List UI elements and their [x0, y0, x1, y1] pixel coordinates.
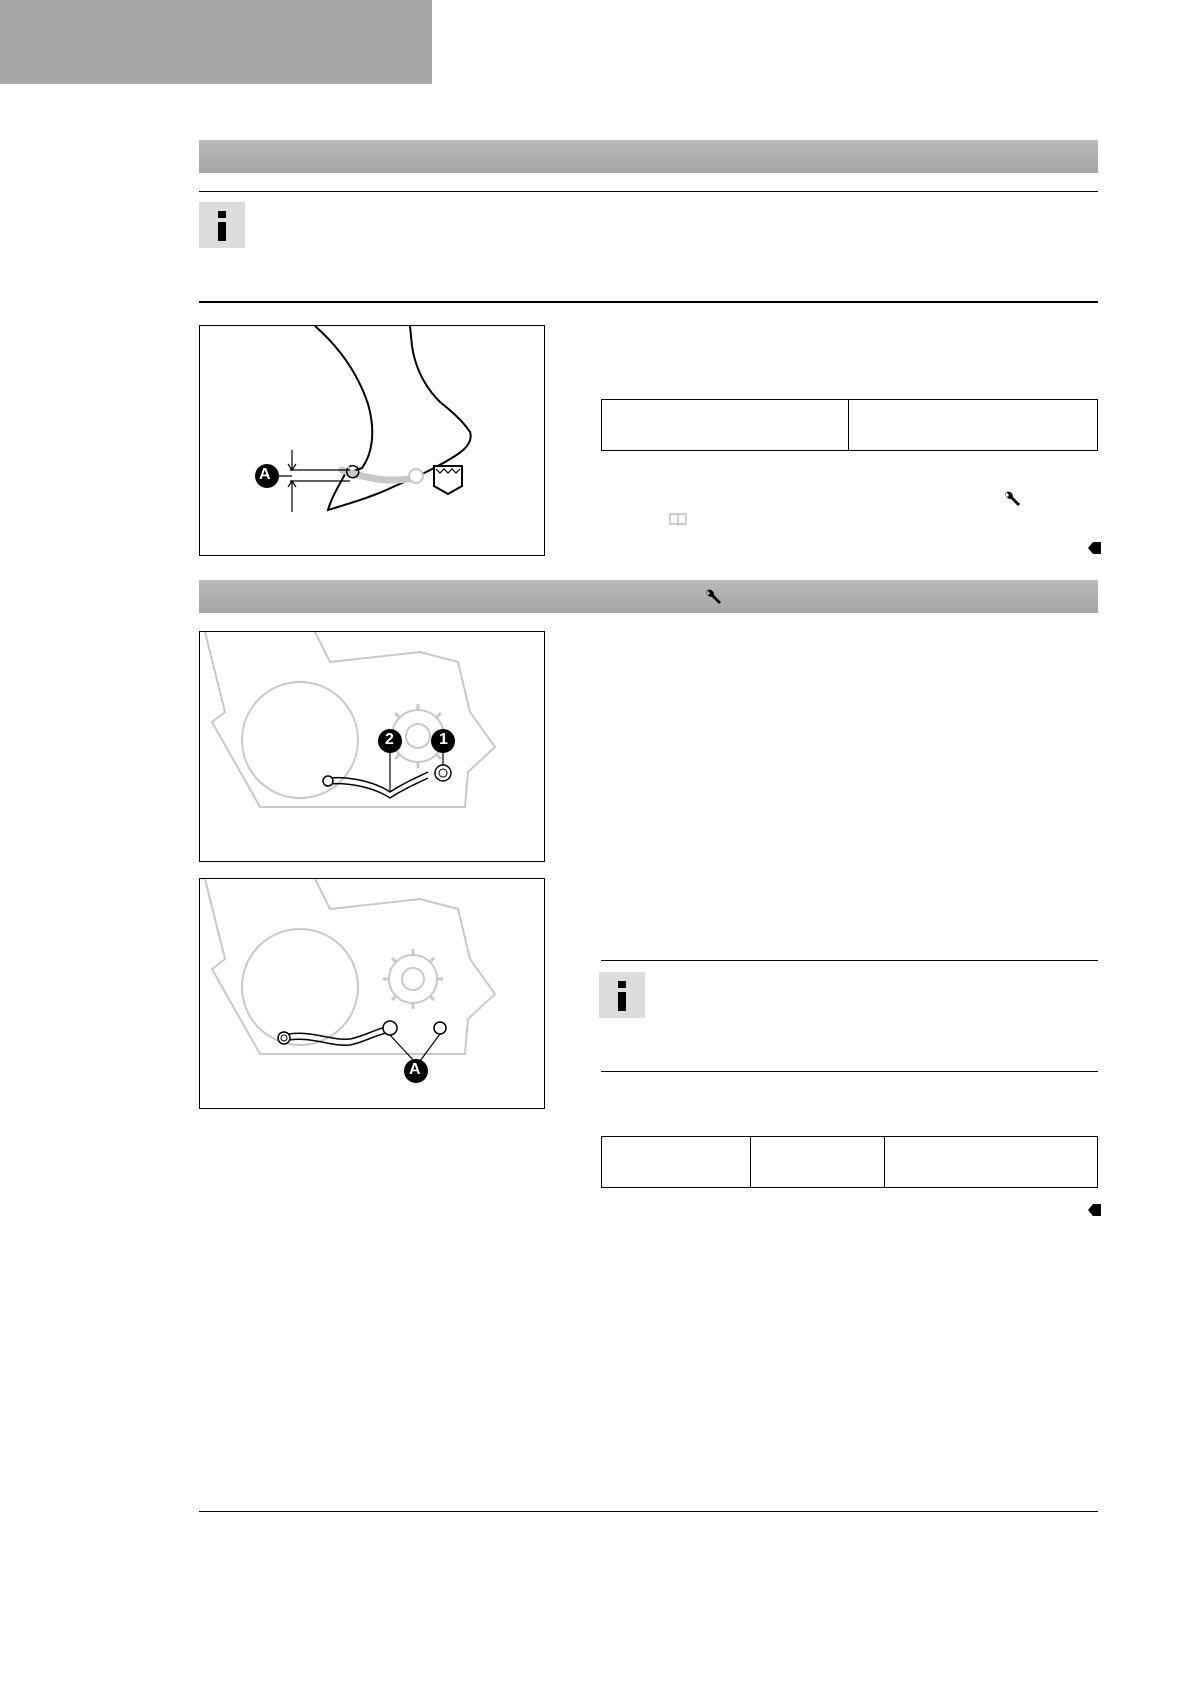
figure-boot-pedal	[199, 325, 545, 556]
figure-label: A	[409, 1061, 421, 1078]
note-bottom-rule	[199, 301, 1098, 303]
table-row	[602, 400, 1098, 451]
spec-cell	[751, 1137, 885, 1188]
spec-cell	[849, 400, 1098, 451]
spec-cell	[602, 1137, 751, 1188]
boot-pedal-drawing	[200, 326, 544, 555]
figure-shift-linkage	[199, 631, 545, 862]
chapter-tab	[0, 0, 432, 84]
footer-rule	[199, 1511, 1098, 1512]
info-icon	[599, 972, 645, 1018]
figure-label: 2	[385, 731, 394, 748]
figure-label: A	[259, 466, 271, 483]
wrench-icon	[1003, 490, 1021, 508]
book-icon[interactable]	[668, 511, 688, 527]
figure-shift-linkage-mounted	[199, 878, 545, 1109]
spec-cell	[602, 400, 849, 451]
shift-linkage-mounted-drawing	[200, 879, 544, 1108]
end-marker-icon	[1087, 541, 1101, 555]
spec-table	[601, 1136, 1098, 1188]
section-header-bar	[199, 580, 1098, 613]
spec-cell	[885, 1137, 1098, 1188]
figure-label: 1	[439, 731, 448, 748]
info-icon	[199, 202, 245, 248]
note-top-rule	[199, 191, 1098, 192]
note-bottom-rule	[601, 1071, 1098, 1072]
note-top-rule	[601, 960, 1098, 961]
end-marker-icon	[1087, 1203, 1101, 1217]
section-header-bar	[199, 140, 1098, 173]
wrench-icon	[704, 588, 722, 606]
spec-table	[601, 399, 1098, 451]
shift-linkage-drawing	[200, 632, 544, 861]
table-row	[602, 1137, 1098, 1188]
